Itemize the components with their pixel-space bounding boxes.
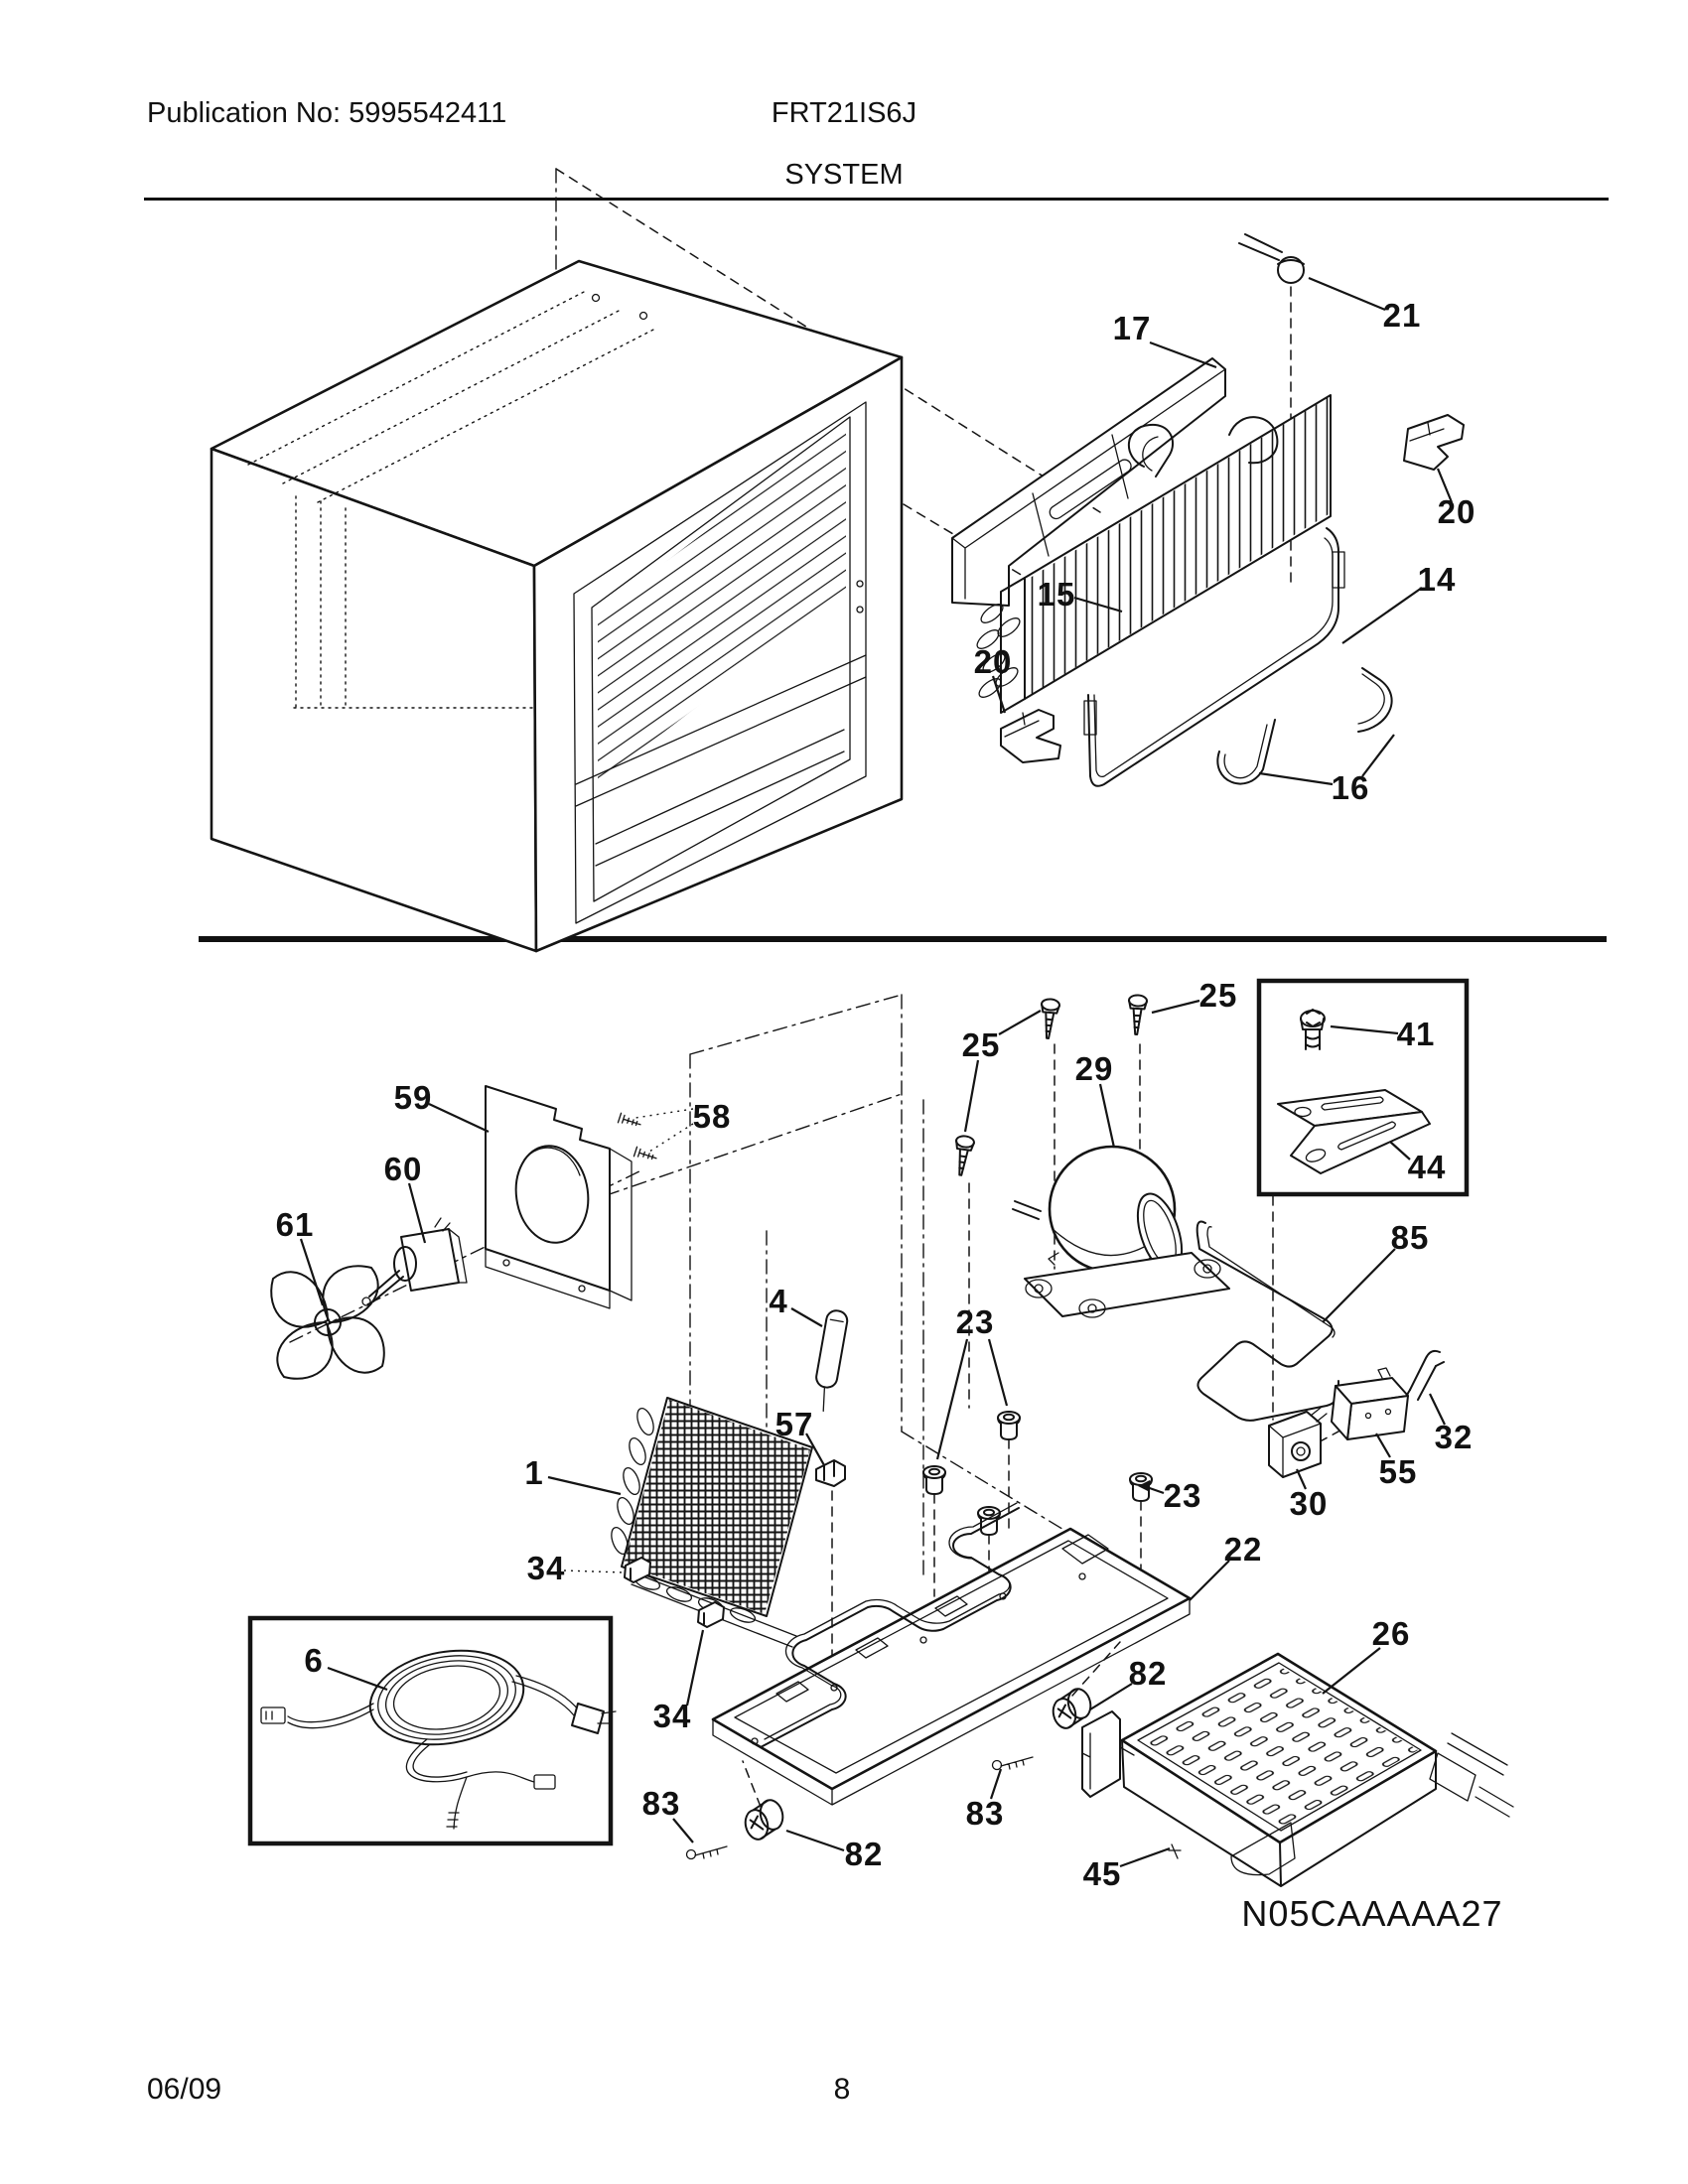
compressor-grommets bbox=[923, 1412, 1152, 1535]
part-callout-25-right: 25 bbox=[1198, 977, 1238, 1014]
thermostat-bulb bbox=[1239, 234, 1304, 283]
part-callout-82-right: 82 bbox=[1128, 1655, 1168, 1692]
part-callout-61: 61 bbox=[275, 1206, 315, 1243]
part-callout-26: 26 bbox=[1371, 1615, 1411, 1652]
mounting-bracket-left bbox=[1001, 710, 1060, 762]
part-callout-58: 58 bbox=[692, 1098, 732, 1135]
part-callout-1: 1 bbox=[524, 1454, 544, 1491]
part-callout-25-left: 25 bbox=[961, 1026, 1001, 1063]
part-callout-23-upper: 23 bbox=[955, 1303, 995, 1340]
part-callout-34-lower: 34 bbox=[652, 1698, 692, 1734]
part-callout-83-left: 83 bbox=[641, 1785, 681, 1822]
part-callout-41: 41 bbox=[1396, 1016, 1436, 1052]
shroud-screws bbox=[618, 1113, 657, 1162]
suction-tube bbox=[1217, 668, 1391, 784]
fan-blade bbox=[271, 1266, 384, 1379]
part-callout-60: 60 bbox=[383, 1151, 423, 1187]
part-callout-44: 44 bbox=[1407, 1149, 1447, 1185]
part-callout-45: 45 bbox=[1082, 1855, 1122, 1892]
part-callout-82-left: 82 bbox=[844, 1836, 884, 1872]
part-callout-57: 57 bbox=[774, 1406, 814, 1442]
part-callout-55: 55 bbox=[1378, 1453, 1418, 1490]
part-callout-59: 59 bbox=[393, 1079, 433, 1116]
model-number: FRT21IS6J bbox=[771, 97, 917, 129]
section-title: SYSTEM bbox=[784, 159, 904, 191]
tube-clip-32 bbox=[1404, 1351, 1444, 1400]
refrigerator-cabinet bbox=[211, 261, 902, 951]
part-callout-16: 16 bbox=[1331, 769, 1370, 806]
fan-shroud bbox=[486, 1086, 632, 1308]
drier bbox=[810, 1309, 848, 1413]
tube-clip-57 bbox=[816, 1460, 845, 1486]
starter-plug bbox=[1269, 1408, 1327, 1477]
part-callout-21: 21 bbox=[1382, 297, 1422, 334]
part-callout-34-upper: 34 bbox=[526, 1550, 566, 1586]
part-callout-6: 6 bbox=[304, 1642, 324, 1679]
part-callout-14: 14 bbox=[1417, 561, 1457, 598]
mounting-bracket-right bbox=[1404, 415, 1464, 470]
part-callout-4: 4 bbox=[769, 1283, 788, 1319]
condenser-heater-tube bbox=[1197, 1222, 1338, 1421]
part-callout-30: 30 bbox=[1289, 1485, 1329, 1522]
footer-page-number: 8 bbox=[833, 2073, 851, 2106]
part-callout-85: 85 bbox=[1390, 1219, 1430, 1256]
part-callout-17: 17 bbox=[1112, 310, 1152, 346]
part-callout-15: 15 bbox=[1037, 576, 1076, 613]
part-callout-23-lower: 23 bbox=[1163, 1477, 1202, 1514]
publication-number: Publication No: 5995542411 bbox=[147, 97, 507, 129]
diagram-code: N05CAAAAA27 bbox=[1241, 1893, 1503, 1934]
part-callout-22: 22 bbox=[1223, 1531, 1263, 1568]
part-callout-32: 32 bbox=[1434, 1419, 1474, 1455]
footer-date: 06/09 bbox=[147, 2073, 222, 2106]
part-callout-83-right: 83 bbox=[965, 1795, 1005, 1832]
part-callout-29: 29 bbox=[1074, 1050, 1114, 1087]
part-callout-20-right: 20 bbox=[1437, 493, 1477, 530]
part-callout-20-left: 20 bbox=[973, 643, 1013, 680]
relay-box bbox=[1332, 1368, 1408, 1439]
